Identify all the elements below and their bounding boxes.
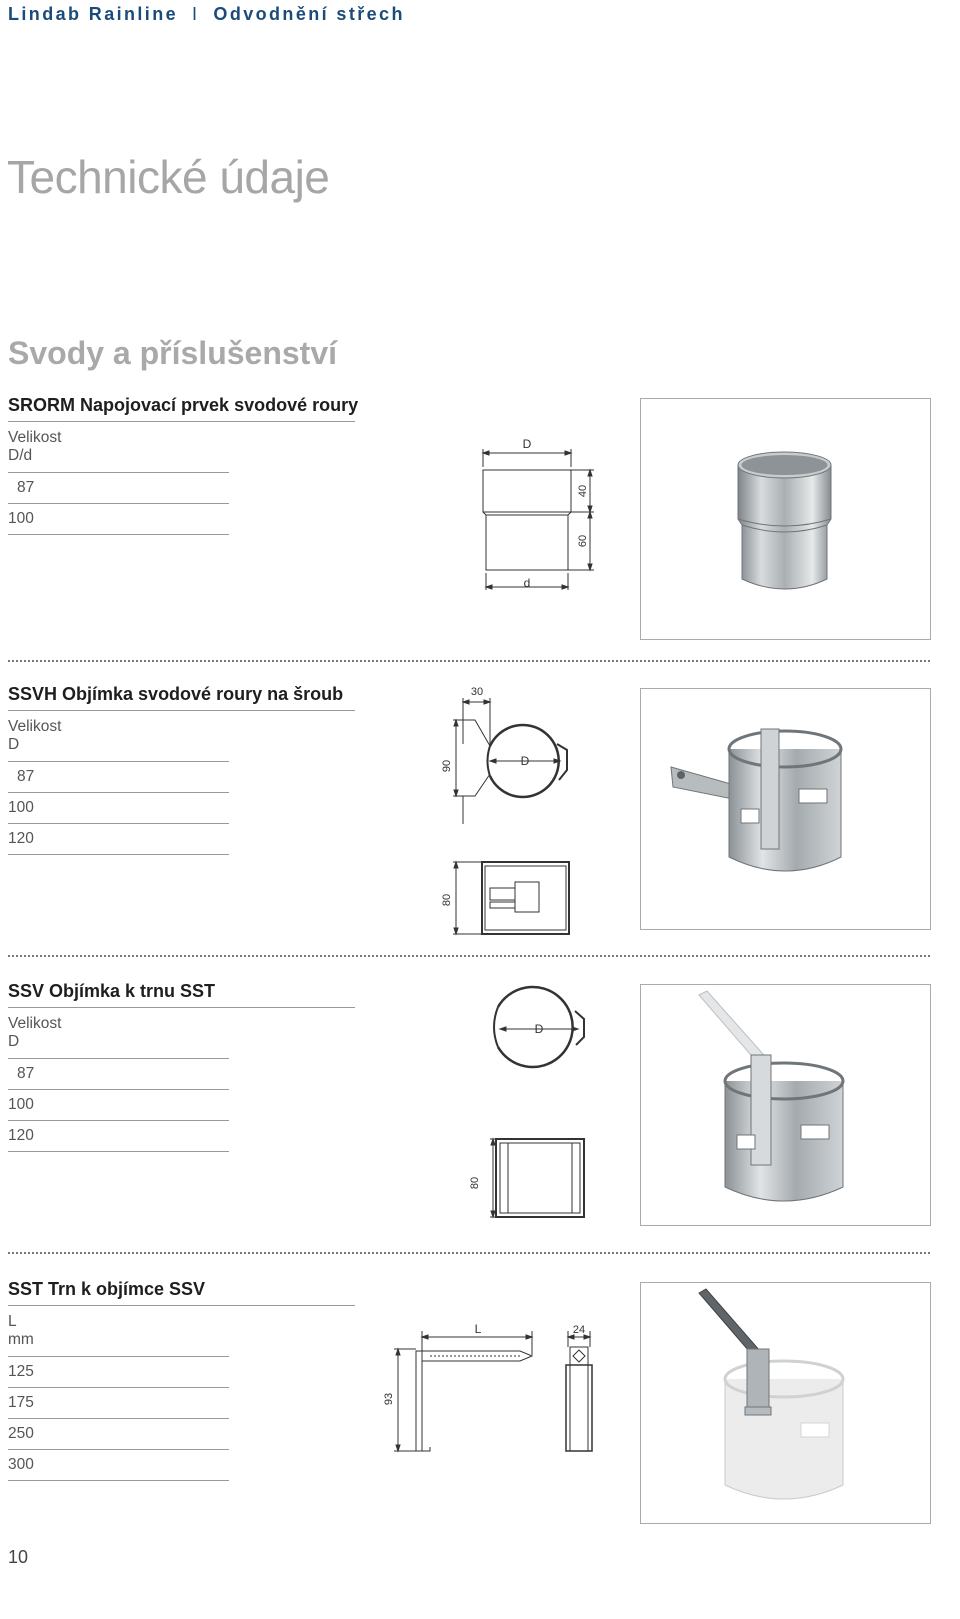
dim-label-80: 80	[469, 1176, 481, 1190]
dim-label-D: D	[522, 437, 532, 451]
spec-row: 300	[8, 1450, 229, 1481]
technical-drawing-ssvh	[435, 684, 585, 940]
product-photo-sst	[640, 1282, 931, 1524]
dim-label-40: 40	[577, 484, 589, 498]
spec-header-unit: D	[8, 1033, 20, 1050]
dim-label-30: 30	[470, 686, 484, 698]
dim-label-60: 60	[577, 534, 589, 548]
spec-row: 120	[8, 1121, 229, 1152]
product-photo-srorm	[640, 398, 931, 640]
technical-drawing-sst	[380, 1319, 600, 1459]
spec-header	[8, 1015, 229, 1059]
header-category: Odvodnění střech	[213, 4, 405, 24]
spec-row: 120	[8, 824, 229, 855]
spec-header-unit: D/d	[8, 447, 33, 464]
spec-header	[8, 718, 229, 762]
dim-label-80: 80	[441, 893, 453, 907]
section-divider	[8, 1252, 930, 1254]
spec-row: 125	[8, 1357, 229, 1388]
spec-header-label: Velikost	[8, 718, 62, 735]
product-title: SSVH Objímka svodové roury na šroub	[8, 684, 355, 711]
dim-label-D: D	[534, 1022, 544, 1036]
dim-label-90: 90	[441, 759, 453, 773]
spec-row: 100	[8, 1090, 229, 1121]
spec-table	[8, 718, 229, 855]
page-header	[8, 4, 405, 25]
spec-table	[8, 1015, 229, 1152]
spec-header-label: L	[8, 1313, 17, 1330]
spec-row: 100	[8, 504, 229, 535]
spec-row: 175	[8, 1388, 229, 1419]
dim-label-24: 24	[572, 1324, 586, 1336]
product-title: SSV Objímka k trnu SST	[8, 981, 355, 1008]
pin-image	[641, 1283, 930, 1523]
spec-row: 87	[8, 1059, 229, 1090]
product-title: SRORM Napojovací prvek svodové roury	[8, 395, 355, 422]
spec-row: 250	[8, 1419, 229, 1450]
bracket-screw-image	[641, 689, 930, 929]
spec-header	[8, 1313, 229, 1357]
spec-table	[8, 429, 229, 535]
spec-header-label: Velikost	[8, 1015, 62, 1032]
product-title: SST Trn k objímce SSV	[8, 1279, 355, 1306]
bracket-pin-image	[641, 985, 930, 1225]
spec-header	[8, 429, 229, 473]
dim-label-L: L	[474, 1322, 482, 1336]
brand-name: Lindab Rainline	[8, 4, 179, 24]
header-separator: I	[192, 4, 200, 24]
product-photo-ssvh	[640, 688, 931, 930]
spec-row: 100	[8, 793, 229, 824]
dim-label-D: D	[520, 754, 530, 768]
page-title: Technické údaje	[7, 151, 330, 203]
spec-row: 87	[8, 762, 229, 793]
product-photo-ssv	[640, 984, 931, 1226]
page-number: 10	[8, 1547, 29, 1567]
technical-drawing-ssv	[460, 985, 590, 1225]
technical-drawing-srorm	[470, 435, 610, 595]
spec-header-label: Velikost	[8, 429, 62, 446]
spec-header-unit: D	[8, 736, 20, 753]
pipe-connector-image	[641, 399, 930, 639]
spec-table	[8, 1313, 229, 1481]
spec-header-unit: mm	[8, 1331, 34, 1348]
dim-label-d: d	[523, 576, 531, 590]
section-divider	[8, 660, 930, 662]
dim-label-93: 93	[383, 1392, 395, 1406]
spec-row: 87	[8, 473, 229, 504]
section-divider	[8, 955, 930, 957]
section-title: Svody a příslušenství	[8, 335, 338, 371]
